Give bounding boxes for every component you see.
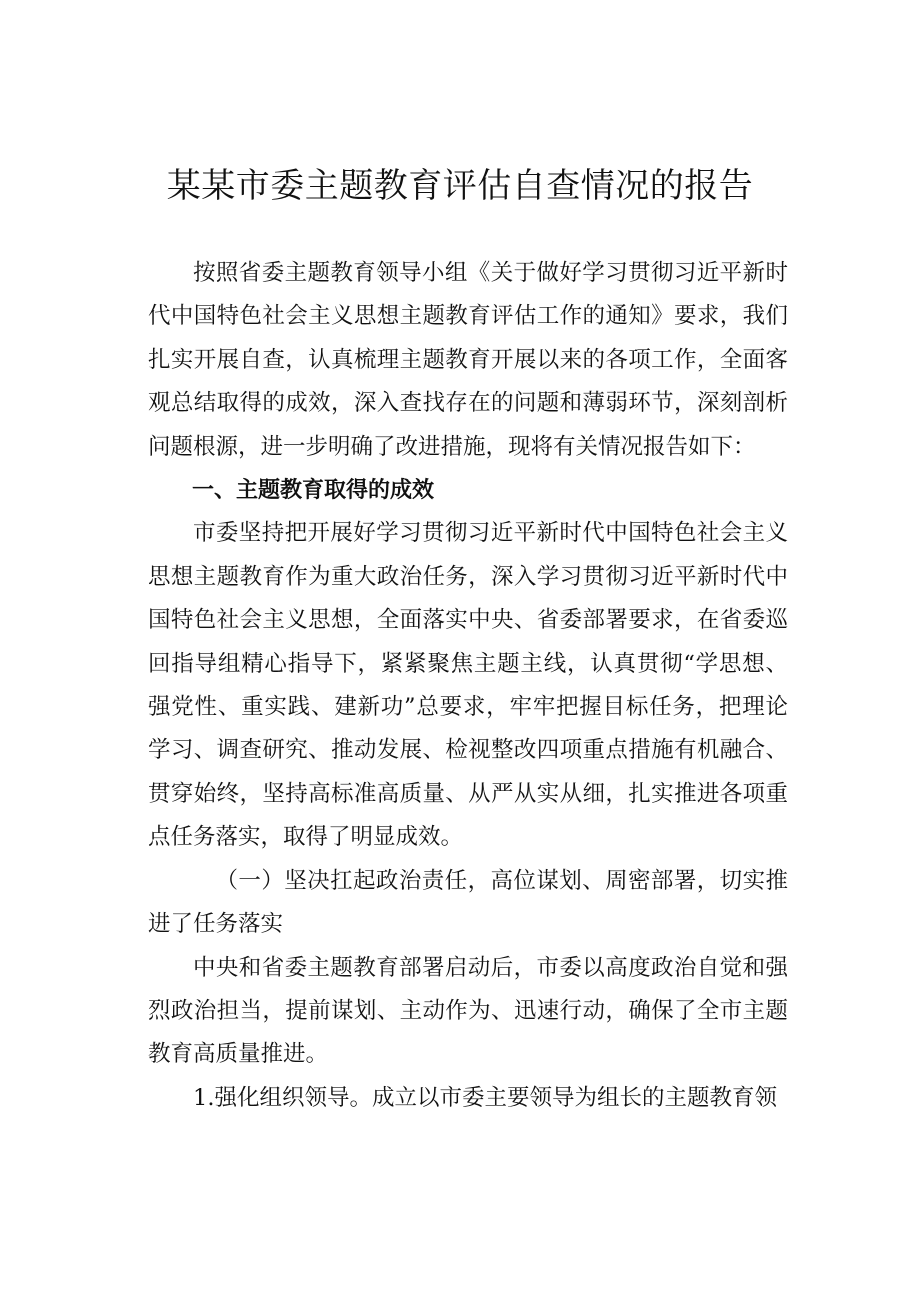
section-paragraph: 市委坚持把开展好学习贯彻习近平新时代中国特色社会主义思想主题教育作为重大政治任务，深入学习贯彻习近平新时代中国特色社会主义思想，全面落实中央、省委部署要求，在省委巡回指导组精心指导下，紧紧聚焦主题主线，认真贯彻“学思想、强党性、重实践、建新功”总要求，牢牢把握目标任务，把理论学习、调查研究、推动发展、检视整改四项重点措施有机融合、贯穿始终，坚持高标准高质量、从严从实从细，扎实推进各项重点任务落实，取得了明显成效。 [148,520,788,851]
document-body [148,252,788,1120]
subsection-paragraph: 中央和省委主题教育部署启动后，市委以高度政治自觉和强烈政治担当，提前谋划、主动作为、迅速行动，确保了全市主题教育高质量推进。 [148,954,788,1068]
intro-paragraph: 按照省委主题教育领导小组《关于做好学习贯彻习近平新时代中国特色社会主义思想主题教育评估工作的通知》要求，我们扎实开展自查，认真梳理主题教育开展以来的各项工作，全面客观总结取得的成效，深入查找存在的问题和薄弱环节，深刻剖析问题根源，进一步明确了改进措施，现将有关情况报告如下： [148,260,788,460]
subsection-heading: （一）坚决扛起政治责任，高位谋划、周密部署，切实推进了任务落实 [148,867,788,938]
document-title: 某某市委主题教育评估自查情况的报告 [166,166,754,206]
section-heading: 一、主题教育取得的成效 [192,478,435,504]
list-item: 1.强化组织领导。成立以市委主要领导为组长的主题教育领 [193,1084,777,1111]
